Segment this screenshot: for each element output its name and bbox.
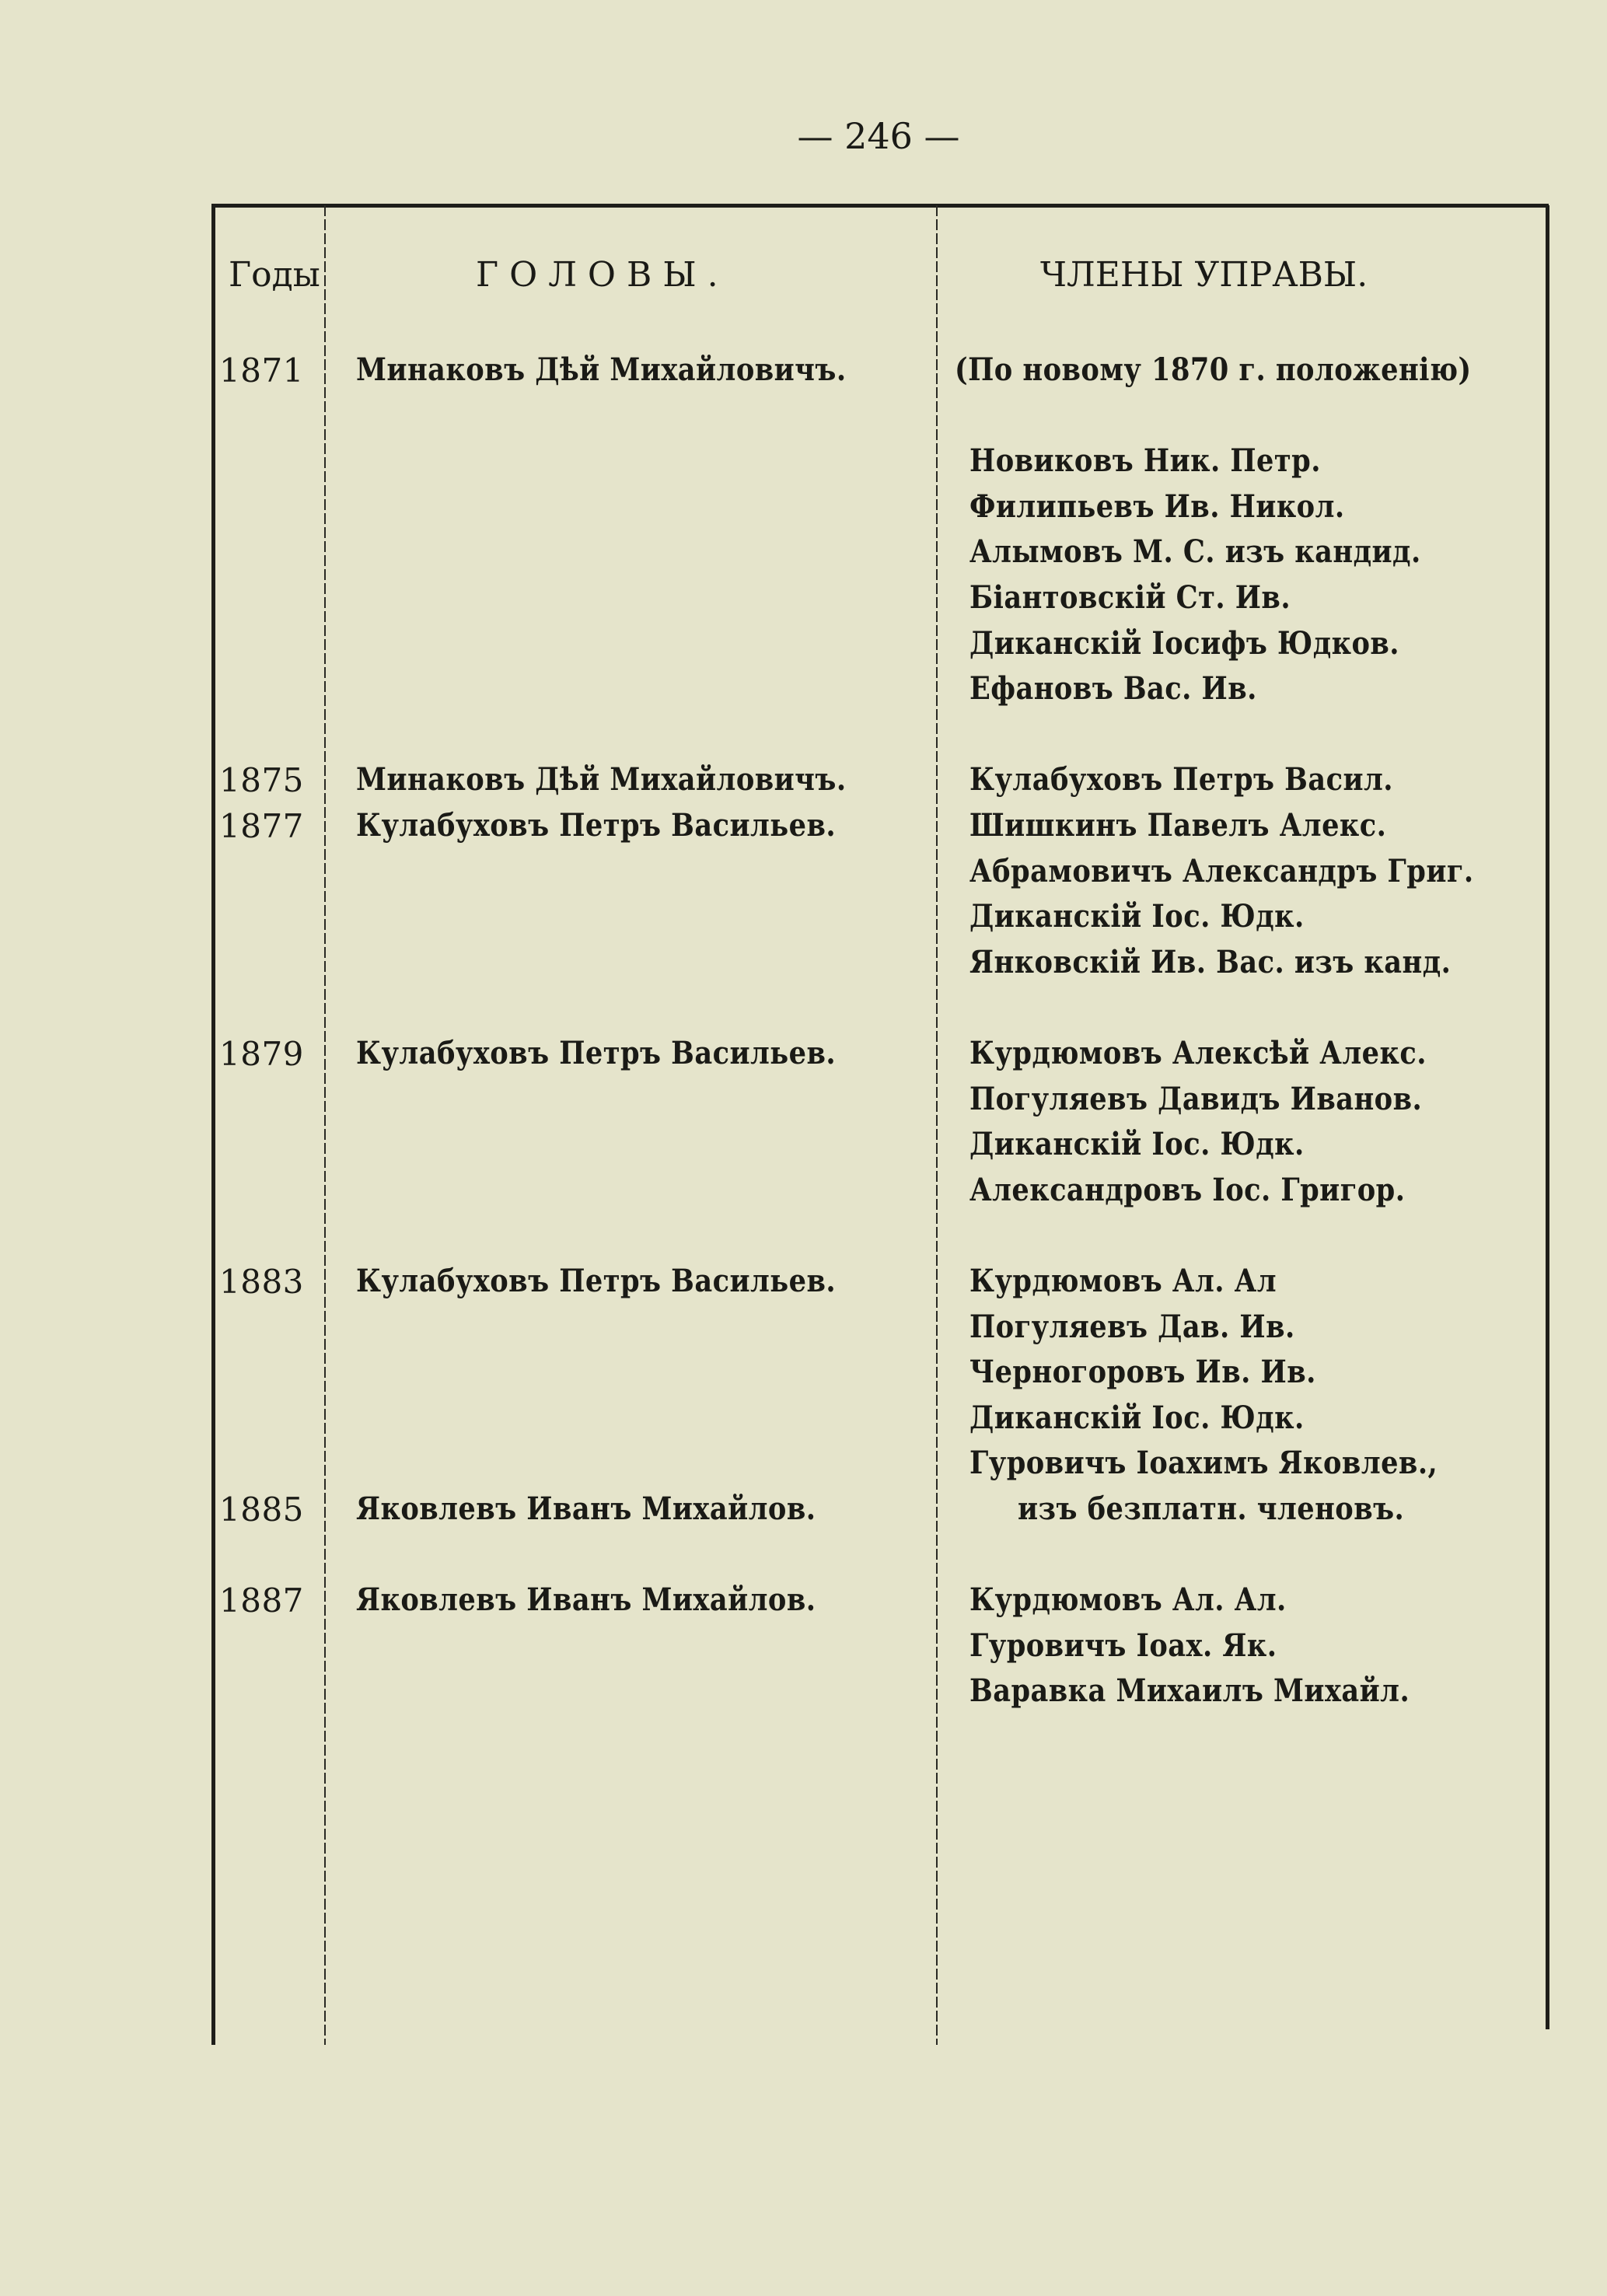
member-name-cell: Алымовъ М. С. изъ кандид. (969, 533, 1421, 571)
year-cell: 1885 (219, 1490, 304, 1529)
table-top-rule (211, 204, 1549, 208)
member-name-cell: Погуляевъ Дав. Ив. (969, 1308, 1295, 1345)
head-name-cell: Яковлевъ Иванъ Михайлов. (356, 1490, 816, 1527)
year-cell: 1877 (219, 807, 304, 845)
member-name-cell: Погуляевъ Давидъ Иванов. (969, 1080, 1423, 1117)
page-number: — 246 — (797, 115, 960, 157)
head-name-cell: Кулабуховъ Петръ Васильев. (356, 1035, 837, 1071)
members-note: (По новому 1870 г. положенію) (955, 351, 1472, 388)
member-name-cell: Гуровичъ Іоах. Як. (969, 1627, 1277, 1664)
year-cell: 1887 (219, 1581, 304, 1620)
member-name-cell: Курдюмовъ Ал. Ал. (969, 1581, 1287, 1619)
header-members: ЧЛЕНЫ УПРАВЫ. (1040, 255, 1368, 295)
year-cell: 1879 (219, 1035, 304, 1073)
year-cell: 1871 (219, 351, 304, 390)
member-name-cell: Абрамовичъ Александръ Григ. (969, 852, 1474, 889)
head-name-cell: Яковлевъ Иванъ Михайлов. (356, 1581, 816, 1619)
header-heads: ГОЛОВЫ. (476, 255, 729, 295)
member-name-cell: Новиковъ Ник. Петр. (969, 442, 1321, 480)
year-cell: 1875 (219, 761, 304, 800)
head-name-cell: Кулабуховъ Петръ Васильев. (356, 1263, 837, 1299)
head-name-cell: Минаковъ Дѣй Михайловичъ. (356, 761, 847, 799)
member-name-cell: Янковскій Ив. Вас. изъ канд. (969, 943, 1452, 980)
member-name-cell: Ефановъ Вас. Ив. (969, 670, 1257, 708)
head-name-cell: Минаковъ Дѣй Михайловичъ. (356, 351, 847, 388)
member-name-cell: Варавка Михаилъ Михайл. (969, 1672, 1410, 1710)
header-years: Годы (229, 255, 320, 295)
member-name-cell: Курдюмовъ Ал. Ал (969, 1263, 1277, 1299)
member-name-cell: Филипьевъ Ив. Никол. (969, 488, 1345, 525)
member-name-cell: Диканскій Іос. Юдк. (969, 898, 1305, 935)
member-name-cell: Александровъ Іос. Григор. (969, 1171, 1406, 1208)
member-name-cell: Біантовскій Ст. Ив. (969, 579, 1291, 616)
member-name-cell: Курдюмовъ Алексѣй Алекс. (969, 1035, 1427, 1071)
member-name-cell: Диканскій Іос. Юдк. (969, 1399, 1305, 1436)
member-name-cell: Гуровичъ Іоахимъ Яковлев., (969, 1445, 1438, 1482)
member-name-cell: Черногоровъ Ив. Ив. (969, 1354, 1316, 1391)
member-name-cell: Шишкинъ Павелъ Алекс. (969, 807, 1387, 844)
column-divider-heads (936, 205, 938, 2045)
member-name-cell: Диканскій Іосифъ Юдков. (969, 624, 1399, 662)
column-divider-years (324, 205, 326, 2045)
head-name-cell: Кулабуховъ Петръ Васильев. (356, 807, 837, 844)
year-cell: 1883 (219, 1263, 304, 1301)
member-name-cell: Кулабуховъ Петръ Васил. (969, 761, 1393, 799)
table-left-border (211, 205, 215, 2045)
member-name-cell: Диканскій Іос. Юдк. (969, 1126, 1305, 1163)
member-name-cell: изъ безплатн. членовъ. (1018, 1490, 1405, 1527)
table-right-border (1546, 205, 1549, 2029)
